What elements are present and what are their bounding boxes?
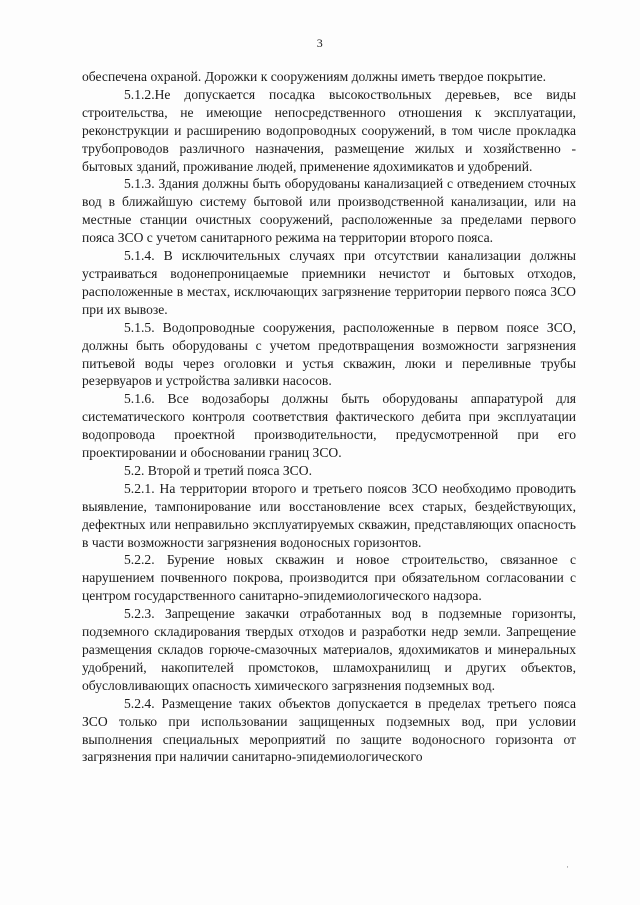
paragraph-5-1-6: 5.1.6. Все водозаборы должны быть оборудованы аппаратурой для систематического контроля соответствия фактического дебита при эксплуатации водопровода проектной производительности, предусмотренной при его проектировании и обосновании границ ЗСО. bbox=[82, 391, 576, 461]
document-body bbox=[82, 68, 576, 766]
paragraph-5-1-5: 5.1.5. Водопроводные сооружения, расположенные в первом поясе ЗСО, должны быть оборудованы с учетом предотвращения возможности загрязнения питьевой воды через оголовки и устья скважин, люки и переливные трубы резервуаров и устройства заливки насосов. bbox=[82, 319, 576, 389]
paragraph-5-2-2: 5.2.2. Бурение новых скважин и новое строительство, связанное с нарушением почвенного покрова, производится при обязательном согласовании с центром государственного санитарно-эпидемиологического надзора. bbox=[82, 552, 576, 604]
paragraph-continuation: обеспечена охраной. Дорожки к сооружениям должны иметь твердое покрытие. bbox=[82, 69, 547, 84]
paragraph-5-2-1: 5.2.1. На территории второго и третьего поясов ЗСО необходимо проводить выявление, тампонирование или восстановление всех старых, бездействующих, дефектных или неправильно эксплуатируемых скважин, представляющих опасность в части возможности загрязнения водоносных горизонтов. bbox=[82, 480, 576, 550]
scan-speck: · bbox=[566, 862, 569, 872]
paragraph-5-1-4: 5.1.4. В исключительных случаях при отсутствии канализации должны устраиваться водонепроницаемые приемники нечистот и бытовых отходов, расположенные в местах, исключающих загрязнение территории первого пояса ЗСО при их вывозе. bbox=[82, 248, 576, 317]
paragraph-5-1-3: 5.1.3. Здания должны быть оборудованы канализацией с отведением сточных вод в ближайшую систему бытовой или производственной канализации, или на местные станции очистных сооружений, расположенные за пределами первого пояса ЗСО с учетом санитарного режима на территории второго пояса. bbox=[82, 176, 576, 246]
page-number: 3 bbox=[316, 36, 324, 50]
paragraph-5-2-4: 5.2.4. Размещение таких объектов допускается в пределах третьего пояса ЗСО только при использовании защищенных подземных вод, при условии выполнения специальных мероприятий по защите водоносного горизонта от загрязнения при наличии санитарно-эпидемиологического bbox=[82, 695, 576, 765]
paragraph-5-2-3: 5.2.3. Запрещение закачки отработанных вод в подземные горизонты, подземного складирования твердых отходов и разработки недр земли. Запрещение размещения складов горюче-смазочных материалов, ядохимикатов и минеральных удобрений, накопителей промстоков, шламохранилищ и других объектов, обусловливающих опасность химического загрязнения подземных вод. bbox=[82, 606, 576, 693]
paragraph-5-1-2: 5.1.2.Не допускается посадка высокоствольных деревьев, все виды строительства, не имеющие непосредственного отношения к эксплуатации, реконструкции и расширению водопроводных сооружений, в том числе прокладка трубопроводов различного назначения, размещение жилых и хозяйственно - бытовых зданий, проживание людей, применение ядохимикатов и удобрений. bbox=[82, 86, 576, 174]
section-heading-5-2: 5.2. Второй и третий пояса ЗСО. bbox=[124, 462, 312, 478]
